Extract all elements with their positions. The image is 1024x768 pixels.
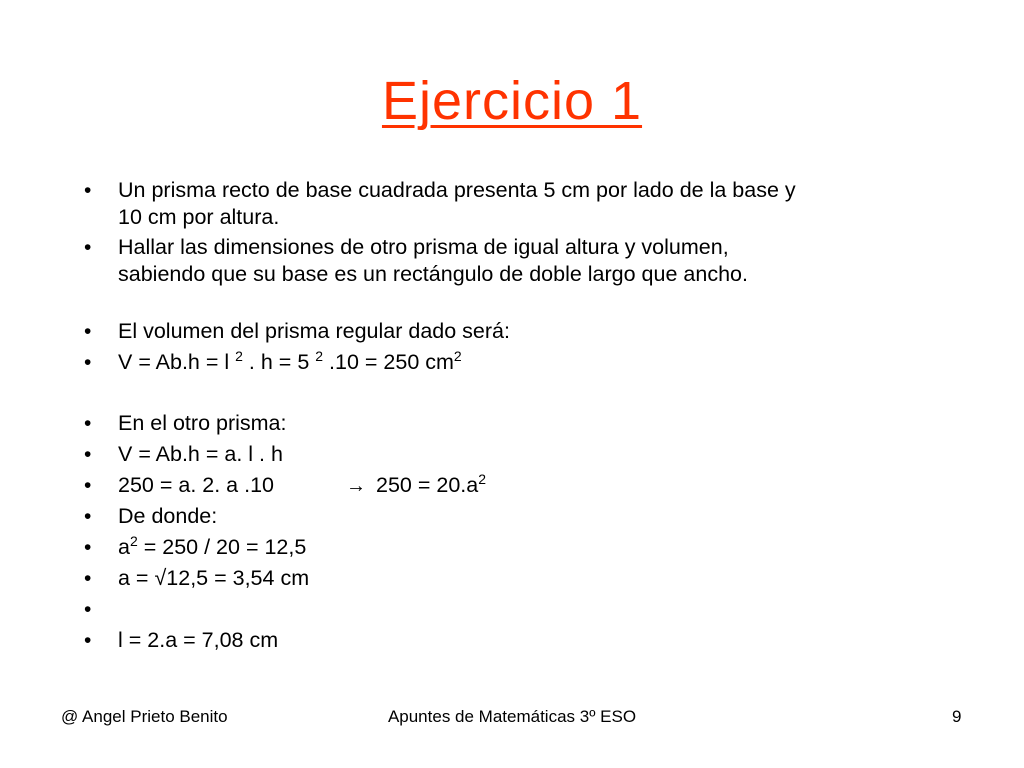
footer-page-number: 9 — [952, 707, 962, 726]
exponent: 2 — [315, 348, 324, 364]
formula-part: a = — [118, 566, 155, 590]
exponent: 2 — [478, 471, 487, 487]
bullet-text — [118, 177, 938, 231]
bullet-dot: • — [84, 505, 92, 528]
bullet-dot: • — [84, 443, 92, 466]
bullet-dot: • — [84, 179, 92, 202]
bullet-text: l = 2.a = 7,08 cm — [118, 628, 279, 652]
bullet-text: De donde: — [118, 504, 218, 528]
square-root-icon: √ — [154, 566, 167, 590]
bullet-dot: • — [84, 351, 92, 374]
right-arrow-icon: → — [346, 475, 367, 497]
formula-part: a — [118, 535, 130, 559]
formula-part: .10 = 250 cm — [323, 350, 454, 374]
formula-part: . h = 5 — [242, 350, 316, 374]
footer-author: @ Angel Prieto Benito — [61, 707, 228, 726]
bullet-text — [118, 349, 938, 376]
exponent: 2 — [453, 348, 462, 364]
bullet-line: Un prisma recto de base cuadrada presenta 5 cm por lado de la base y — [118, 178, 796, 202]
footer-course: Apuntes de Matemáticas 3º ESO — [387, 707, 637, 726]
formula-part: 250 = 20.a — [376, 473, 479, 497]
bullet-line: 10 cm por altura. — [118, 205, 280, 229]
bullet-dot: • — [84, 536, 92, 559]
bullet-text — [118, 565, 938, 592]
bullet-text — [118, 234, 938, 288]
formula-part: 12,5 = 3,54 cm — [166, 566, 310, 590]
bullet-dot: • — [84, 236, 92, 259]
bullet-text — [118, 472, 938, 500]
bullet-dot: • — [84, 412, 92, 435]
bullet-text: En el otro prisma: — [118, 411, 287, 435]
bullet-text — [118, 534, 938, 561]
bullet-dot: • — [84, 598, 92, 621]
bullet-dot: • — [84, 629, 92, 652]
formula-part: V = Ab.h = l — [118, 350, 236, 374]
bullet-dot: • — [84, 320, 92, 343]
formula-part: 250 = a. 2. a .10 — [118, 473, 275, 497]
bullet-dot: • — [84, 474, 92, 497]
bullet-text: V = Ab.h = a. l . h — [118, 442, 283, 466]
bullet-line: sabiendo que su base es un rectángulo de doble largo que ancho. — [118, 262, 748, 286]
exponent: 2 — [235, 348, 243, 364]
bullet-line: Hallar las dimensiones de otro prisma de igual altura y volumen, — [118, 235, 729, 259]
formula-part: = 250 / 20 = 12,5 — [137, 535, 307, 559]
slide-title: Ejercicio 1 — [381, 71, 643, 131]
exponent: 2 — [129, 533, 138, 549]
bullet-dot: • — [84, 567, 92, 590]
bullet-text: El volumen del prisma regular dado será: — [118, 319, 510, 343]
